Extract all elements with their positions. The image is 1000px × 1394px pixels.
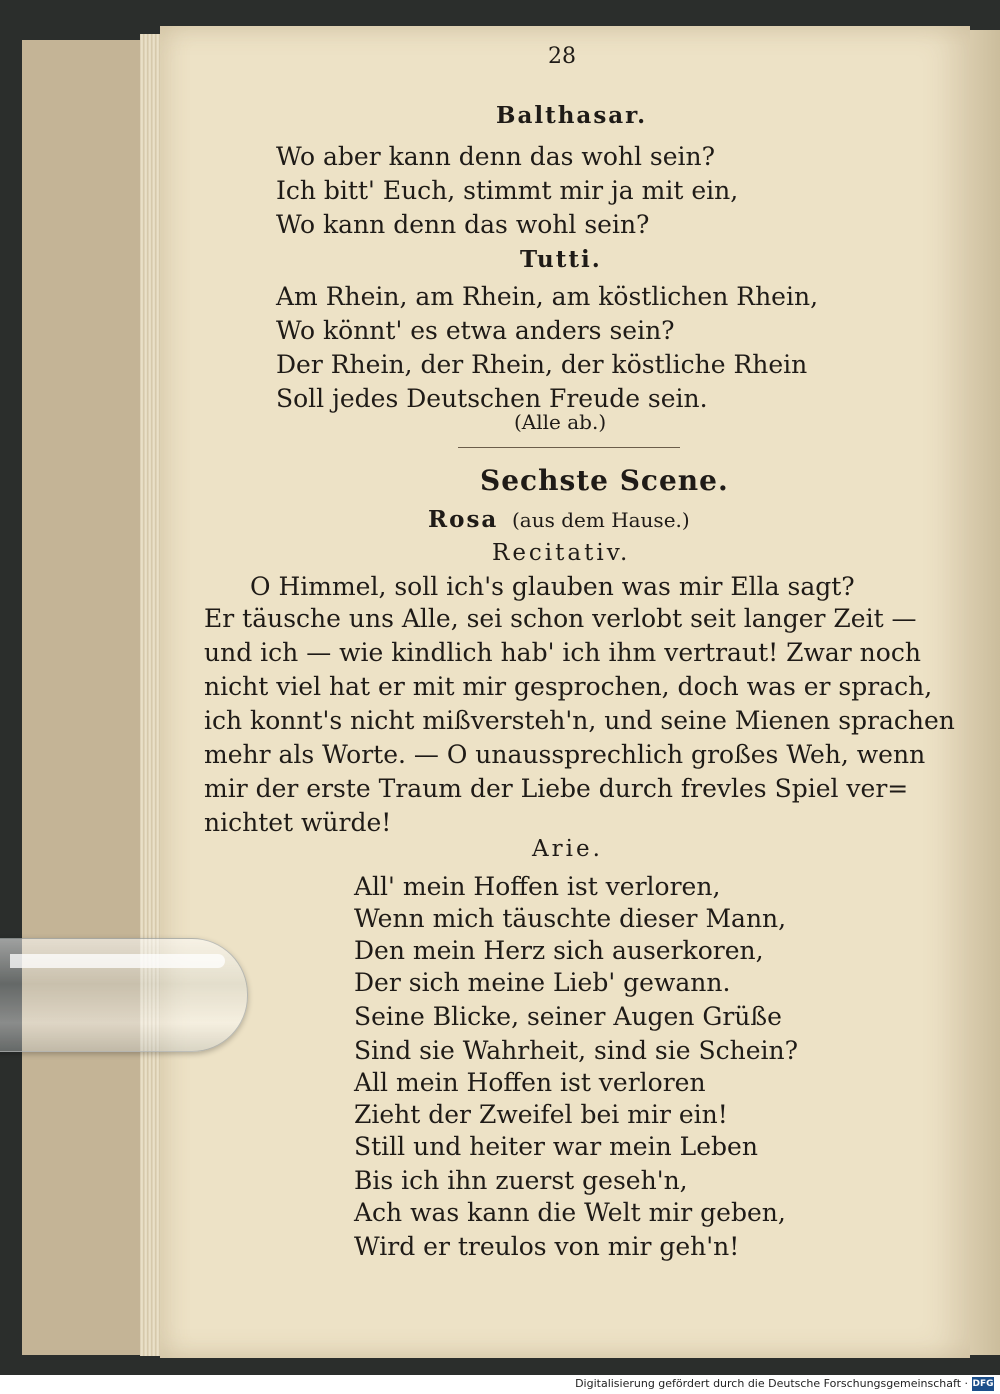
arie-line: Ach was kann die Welt mir geben,: [354, 1198, 786, 1227]
arie-line: All mein Hoffen ist verloren: [354, 1068, 706, 1097]
arie-line: Bis ich ihn zuerst geseh'n,: [354, 1166, 688, 1195]
scene-title: Sechste Scene.: [480, 464, 729, 497]
character-note: (aus dem Hause.): [512, 508, 690, 532]
scene-divider: [458, 447, 680, 448]
verse-line: Der Rhein, der Rhein, der köstliche Rhein: [276, 350, 808, 379]
prose-line: und ich — wie kindlich hab' ich ihm vertraut! Zwar noch: [204, 638, 921, 667]
recitativ-label: Recitativ.: [492, 540, 631, 566]
arie-line: All' mein Hoffen ist verloren,: [354, 872, 721, 901]
glass-highlight: [10, 954, 225, 968]
page-stack-edge: [140, 34, 162, 1356]
verse-line: Ich bitt' Euch, stimmt mir ja mit ein,: [276, 176, 739, 205]
prose-line: mir der erste Traum der Liebe durch frevles Spiel ver=: [204, 774, 909, 803]
arie-line: Wenn mich täuschte dieser Mann,: [354, 904, 787, 933]
prose-line: mehr als Worte. — O unaussprechlich großes Weh, wenn: [204, 740, 926, 769]
arie-line: Der sich meine Lieb' gewann.: [354, 968, 731, 997]
prose-line: nichtet würde!: [204, 808, 392, 837]
arie-line: Sind sie Wahrheit, sind sie Schein?: [354, 1036, 799, 1065]
stage-direction: (Alle ab.): [514, 410, 607, 434]
verse-line: Wo könnt' es etwa anders sein?: [276, 316, 675, 345]
verse-line: Wo kann denn das wohl sein?: [276, 210, 650, 239]
book-cover-edge: [22, 40, 152, 1355]
dfg-logo-icon: DFG: [972, 1379, 994, 1389]
prose-line: Er täusche uns Alle, sei schon verlobt seit langer Zeit —: [204, 604, 917, 633]
prose-line: nicht viel hat er mit mir gesprochen, doch was er sprach,: [204, 672, 933, 701]
verse-line: Wo aber kann denn das wohl sein?: [276, 142, 716, 171]
character-rosa: Rosa: [428, 506, 499, 533]
arie-line: Den mein Herz sich auserkoren,: [354, 936, 764, 965]
arie-line: Still und heiter war mein Leben: [354, 1132, 758, 1161]
arie-line: Wird er treulos von mir geh'n!: [354, 1232, 740, 1261]
arie-line: Seine Blicke, seiner Augen Grüße: [354, 1002, 782, 1031]
arie-label: Arie.: [532, 836, 603, 862]
speaker-tutti: Tutti.: [520, 246, 602, 273]
footer-credit: Digitalisierung gefördert durch die Deutsche Forschungsgemeinschaft ·: [575, 1377, 968, 1390]
verse-line: Am Rhein, am Rhein, am köstlichen Rhein,: [276, 282, 819, 311]
arie-line: Zieht der Zweifel bei mir ein!: [354, 1100, 728, 1129]
prose-line: ich konnt's nicht mißversteh'n, und seine Mienen sprachen: [204, 706, 955, 735]
speaker-balthasar: Balthasar.: [496, 102, 648, 129]
verse-line: Soll jedes Deutschen Freude sein.: [276, 384, 708, 413]
page-number: 28: [548, 44, 576, 69]
prose-line: O Himmel, soll ich's glauben was mir Ella sagt?: [250, 572, 855, 601]
